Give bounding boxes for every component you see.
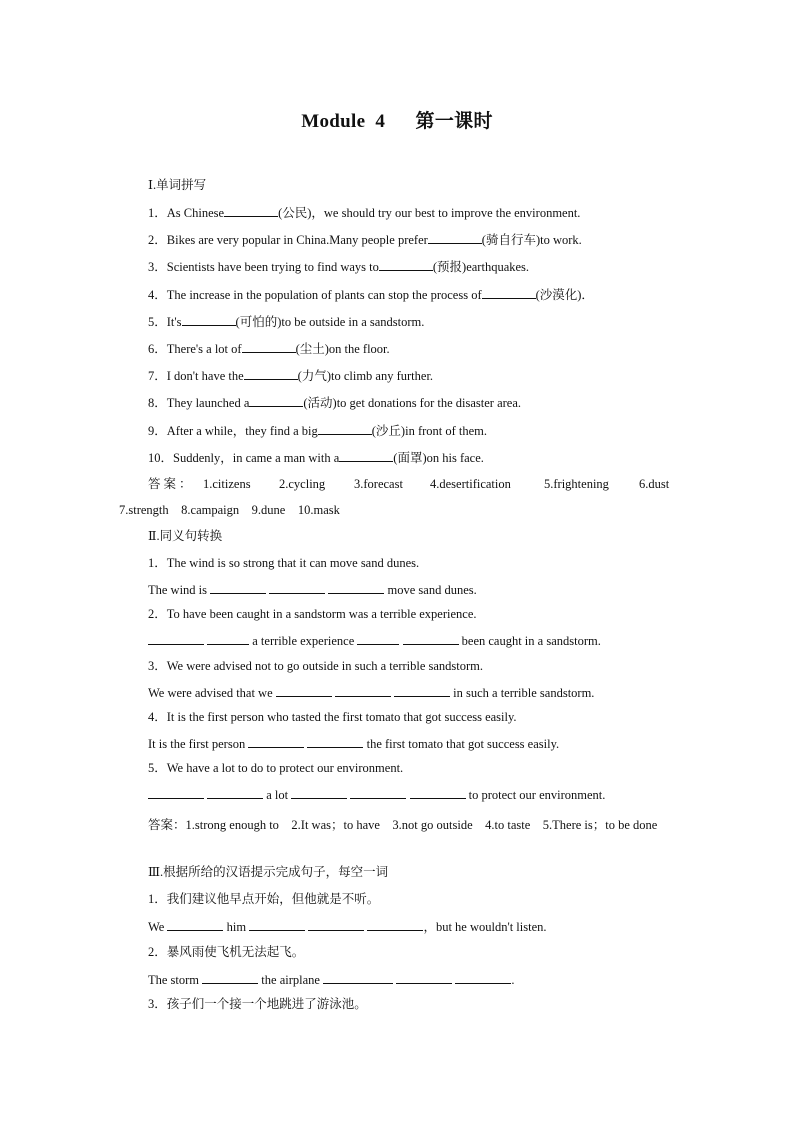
exercise-answer-line: It is the first person the first tomato that got success easily. [148, 737, 560, 751]
title-lesson: 第一课时 [415, 111, 493, 132]
exercise-question: 4．It is the first person who tasted the first tomato that got success easily. [148, 710, 517, 724]
answer-blank[interactable] [350, 786, 406, 799]
section-heading-3: Ⅲ.根据所给的汉语提示完成句子，每空一词 [148, 865, 389, 879]
answer-blank[interactable] [207, 632, 249, 645]
exercise-item: 5．It's (可怕的)to be outside in a sandstorm. [148, 315, 425, 329]
answer-key-1: 答案： 1.citizens 2.cycling 3.forecast 4.desertification 5.frightening 6.dust [148, 477, 670, 491]
exercise-answer-line: We him ，but he wouldn't listen. [148, 920, 547, 934]
exercise-question: 3．孩子们一个接一个地跳进了游泳池。 [148, 997, 367, 1011]
answer-blank[interactable] [249, 918, 305, 931]
title-gap [385, 111, 415, 132]
answer-blank[interactable] [244, 367, 298, 380]
answer-blank[interactable] [357, 632, 399, 645]
answer-blank[interactable] [318, 422, 372, 435]
answer-blank[interactable] [339, 449, 393, 462]
title-module: Module 4 [301, 111, 386, 132]
exercise-answer-line: The wind is move sand dunes. [148, 583, 477, 597]
section-heading-2: Ⅱ.同义句转换 [148, 529, 223, 543]
answer-blank[interactable] [396, 971, 452, 984]
exercise-question: 3．We were advised not to go outside in such a terrible sandstorm. [148, 659, 484, 673]
answer-blank[interactable] [394, 684, 450, 697]
answer-key-1-cont: 7.strength 8.campaign 9.dune 10.mask [119, 503, 340, 517]
answer-blank[interactable] [269, 581, 325, 594]
exercise-item: 2．Bikes are very popular in China.Many people prefer (骑自行车)to work. [148, 233, 582, 247]
exercise-question: 5．We have a lot to do to protect our environment. [148, 761, 404, 775]
answer-label: 答案： [148, 818, 186, 832]
answer-blank[interactable] [379, 258, 433, 271]
answer-blank[interactable] [207, 786, 263, 799]
exercise-answer-line: a terrible experience been caught in a sandstorm. [148, 632, 601, 649]
answer-blank[interactable] [308, 918, 364, 931]
answer-blank[interactable] [276, 684, 332, 697]
exercise-item: 4．The increase in the population of plants can stop the process of (沙漠化)． [148, 288, 594, 302]
page-title [0, 106, 794, 133]
answer-key-2: 答案：1.strong enough to 2.It was；to have 3.not go outside 4.to taste 5.There is；to be done [148, 818, 658, 832]
answer-blank[interactable] [323, 971, 393, 984]
answer-blank[interactable] [335, 684, 391, 697]
answer-blank[interactable] [428, 231, 482, 244]
exercise-question: 1．我们建议他早点开始，但他就是不听。 [148, 892, 380, 906]
answer-blank[interactable] [307, 735, 363, 748]
exercise-item: 7．I don't have the (力气)to climb any further. [148, 369, 434, 383]
answer-blank[interactable] [224, 204, 278, 217]
answer-blank[interactable] [202, 971, 258, 984]
exercise-item: 10．Suddenly，in came a man with a (面罩)on his face. [148, 451, 484, 465]
answer-blank[interactable] [248, 735, 304, 748]
answer-blank[interactable] [328, 581, 384, 594]
exercise-question: 2．暴风雨使飞机无法起飞。 [148, 945, 305, 959]
exercise-item: 9．After a while，they find a big (沙丘)in front of them. [148, 424, 488, 438]
answer-blank[interactable] [455, 971, 511, 984]
answer-blank[interactable] [291, 786, 347, 799]
answer-blank[interactable] [482, 286, 536, 299]
exercise-item: 1．As Chinese (公民)，we should try our best to improve the environment. [148, 206, 581, 220]
exercise-item: 8．They launched a (活动)to get donations for the disaster area. [148, 396, 522, 410]
exercise-question: 2．To have been caught in a sandstorm was a terrible experience. [148, 607, 477, 621]
answer-blank[interactable] [182, 313, 236, 326]
answer-blank[interactable] [403, 632, 459, 645]
answer-blank[interactable] [148, 632, 204, 645]
answer-blank[interactable] [249, 394, 303, 407]
answer-blank[interactable] [242, 340, 296, 353]
exercise-question: 1．The wind is so strong that it can move sand dunes. [148, 556, 420, 570]
exercise-item: 6．There's a lot of (尘土)on the floor. [148, 342, 390, 356]
exercise-answer-line: The storm the airplane . [148, 973, 515, 987]
answer-blank[interactable] [167, 918, 223, 931]
answer-blank[interactable] [210, 581, 266, 594]
answer-label: 答案： [148, 477, 195, 491]
exercise-answer-line: We were advised that we in such a terrible sandstorm. [148, 686, 595, 700]
section-heading-1: Ⅰ.单词拼写 [148, 178, 207, 192]
exercise-item: 3．Scientists have been trying to find ways to (预报)earthquakes. [148, 260, 530, 274]
exercise-answer-line: a lot to protect our environment. [148, 786, 605, 803]
answer-blank[interactable] [367, 918, 423, 931]
answer-blank[interactable] [410, 786, 466, 799]
answer-blank[interactable] [148, 786, 204, 799]
